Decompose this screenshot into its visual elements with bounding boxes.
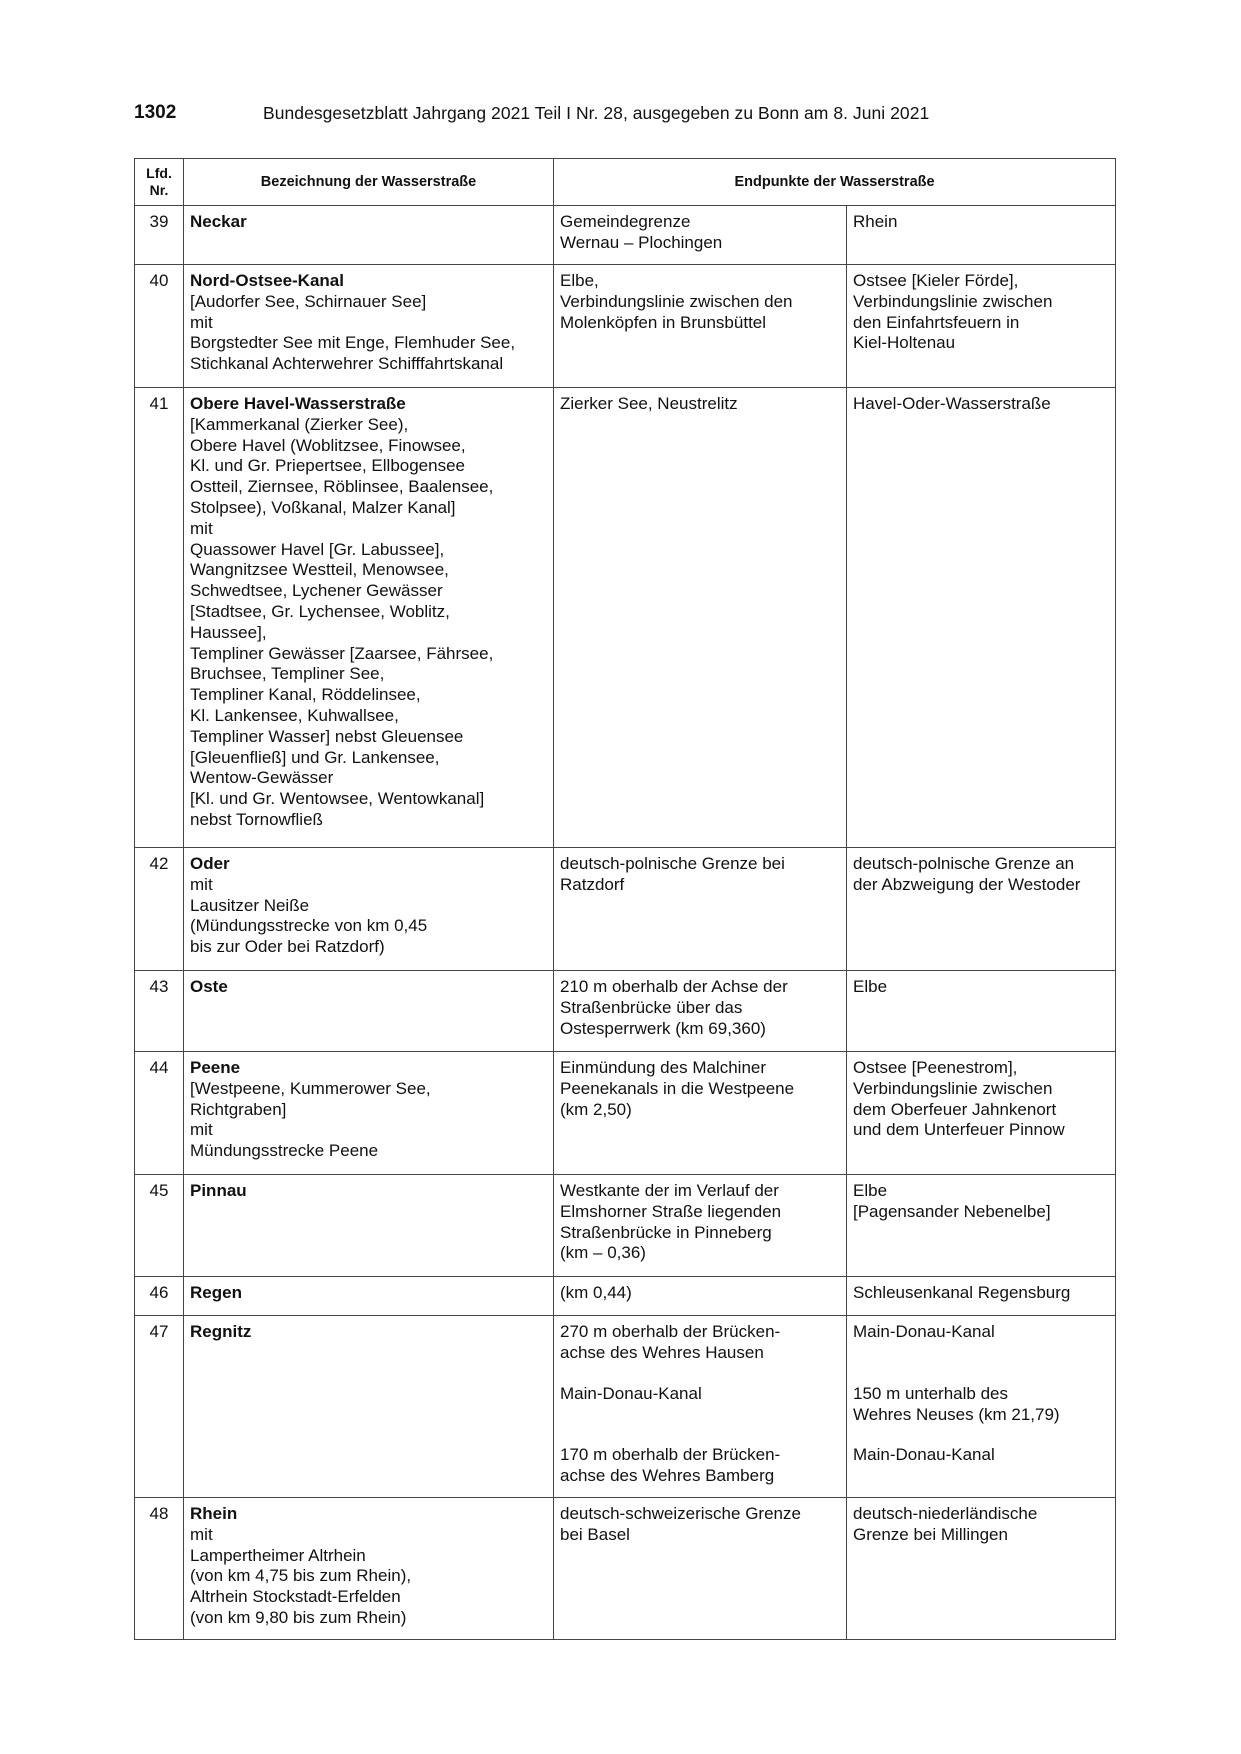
start-point: Zierker See, Neustrelitz [554, 388, 847, 848]
row-number: 45 [135, 1175, 184, 1277]
end-point: deutsch-niederländische Grenze bei Millingen [847, 1498, 1116, 1640]
table-row [135, 206, 1116, 265]
row-number: 43 [135, 971, 184, 1052]
table-row [135, 1175, 1116, 1277]
table-row [135, 1316, 1116, 1498]
row-number: 46 [135, 1277, 184, 1316]
waterway-cell [184, 1277, 554, 1316]
end-point: Schleusenkanal Regensburg [847, 1277, 1116, 1316]
waterway-name: Rhein [190, 1504, 238, 1523]
row-number: 39 [135, 206, 184, 265]
end-point: Rhein [847, 206, 1116, 265]
waterway-name: Pinnau [190, 1181, 247, 1200]
segment-start: 270 m oberhalb der Brücken- achse des Wehres Hausen [560, 1322, 781, 1362]
waterway-cell [184, 971, 554, 1052]
row-number: 47 [135, 1316, 184, 1498]
waterway-cell [184, 1498, 554, 1640]
waterway-details: [Kammerkanal (Zierker See), Obere Havel (Woblitzsee, Finowsee, Kl. und Gr. Priepertsee, Ellbogensee Ostteil, Ziernsee, Röblinsee, Baalensee, Stolpsee), Voßkanal, Malzer Kanal] mit Quassower Havel [Gr. Labussee], Wangnitzsee Westteil, Menowsee, Schwedtsee, Lychener Gewässer [Stadtsee, Gr. Lychensee, Woblitz, Haussee], Templiner Gewässer [Zaarsee, Fährsee, Bruchsee, Templiner See, Templiner Kanal, Röddelinsee, Kl. Lankensee, Kuhwallsee, Templiner Wasser] nebst Gleuensee [Gleuenfließ] und Gr. Lankensee, Wentow-Gewässer [Kl. und Gr. Wentowsee, Wentowkanal] nebst Tornowfließ [190, 414, 494, 829]
row-number: 41 [135, 388, 184, 848]
segment-end: Main-Donau-Kanal [853, 1322, 995, 1341]
table-row [135, 848, 1116, 971]
waterway-name: Peene [190, 1058, 241, 1077]
start-point: Einmündung des Malchiner Peenekanals in die Westpeene (km 2,50) [554, 1052, 847, 1175]
waterway-cell [184, 206, 554, 265]
table-row [135, 388, 1116, 848]
end-points [847, 1316, 1116, 1498]
row-number: 44 [135, 1052, 184, 1175]
waterway-name: Oder [190, 854, 230, 873]
start-points [554, 1316, 847, 1498]
column-header-name: Bezeichnung der Wasserstraße [184, 159, 554, 206]
end-point: Havel-Oder-Wasserstraße [847, 388, 1116, 848]
row-number: 48 [135, 1498, 184, 1640]
segment-start: Main-Donau-Kanal [560, 1383, 702, 1403]
waterway-name: Neckar [190, 212, 247, 231]
start-point: (km 0,44) [554, 1277, 847, 1316]
waterway-name: Regen [190, 1283, 242, 1302]
segment-end: 150 m unterhalb des Wehres Neuses (km 21,79) [853, 1383, 1060, 1424]
row-number: 40 [135, 265, 184, 388]
start-point: Westkante der im Verlauf der Elmshorner Straße liegenden Straßenbrücke in Pinneberg (km – 0,36) [554, 1175, 847, 1277]
waterways-table [134, 158, 1116, 1640]
row-number: 42 [135, 848, 184, 971]
start-point: deutsch-schweizerische Grenze bei Basel [554, 1498, 847, 1640]
table-row [135, 1498, 1116, 1640]
end-point: Elbe [Pagensander Nebenelbe] [847, 1175, 1116, 1277]
waterway-cell [184, 1175, 554, 1277]
waterway-cell [184, 848, 554, 971]
start-point: Elbe, Verbindungslinie zwischen den Molenköpfen in Brunsbüttel [554, 265, 847, 388]
table-row [135, 1052, 1116, 1175]
column-header-endpoints: Endpunkte der Wasserstraße [554, 159, 1116, 206]
waterway-cell [184, 388, 554, 848]
waterway-name: Regnitz [190, 1322, 252, 1341]
table-row [135, 971, 1116, 1052]
end-point: deutsch-polnische Grenze an der Abzweigung der Westoder [847, 848, 1116, 971]
waterway-details: [Westpeene, Kummerower See, Richtgraben] mit Mündungsstrecke Peene [190, 1078, 431, 1161]
waterway-name: Obere Havel-Wasserstraße [190, 394, 406, 413]
page-header [134, 102, 1141, 126]
waterway-cell [184, 265, 554, 388]
header-title: Bundesgesetzblatt Jahrgang 2021 Teil I Nr. 28, ausgegeben zu Bonn am 8. Juni 2021 [263, 103, 930, 123]
end-point: Ostsee [Kieler Förde], Verbindungslinie zwischen den Einfahrtsfeuern in Kiel-Holtenau [847, 265, 1116, 388]
table-row [135, 265, 1116, 388]
column-header-nr: Lfd. Nr. [135, 159, 184, 206]
waterway-cell [184, 1052, 554, 1175]
table-header-row [135, 159, 1116, 206]
waterway-details: [Audorfer See, Schirnauer See] mit Borgstedter See mit Enge, Flemhuder See, Stichkanal Achterwehrer Schifffahrtskanal [190, 291, 516, 374]
page-number: 1302 [134, 102, 177, 123]
table-row [135, 1277, 1116, 1316]
waterway-details: mit Lampertheimer Altrhein (von km 4,75 bis zum Rhein), Altrhein Stockstadt-Erfelden (von km 9,80 bis zum Rhein) [190, 1524, 412, 1627]
waterway-cell [184, 1316, 554, 1498]
segment-end: Main-Donau-Kanal [853, 1445, 995, 1465]
end-point: Elbe [847, 971, 1116, 1052]
segment-start: 170 m oberhalb der Brücken- achse des Wehres Bamberg [560, 1445, 781, 1486]
waterway-name: Oste [190, 977, 228, 996]
waterway-details: mit Lausitzer Neiße (Mündungsstrecke von km 0,45 bis zur Oder bei Ratzdorf) [190, 874, 428, 957]
start-point: 210 m oberhalb der Achse der Straßenbrücke über das Ostesperrwerk (km 69,360) [554, 971, 847, 1052]
start-point: deutsch-polnische Grenze bei Ratzdorf [554, 848, 847, 971]
start-point: Gemeindegrenze Wernau – Plochingen [554, 206, 847, 265]
end-point: Ostsee [Peenestrom], Verbindungslinie zwischen dem Oberfeuer Jahnkenort und dem Unterfeuer Pinnow [847, 1052, 1116, 1175]
waterway-name: Nord-Ostsee-Kanal [190, 271, 344, 290]
